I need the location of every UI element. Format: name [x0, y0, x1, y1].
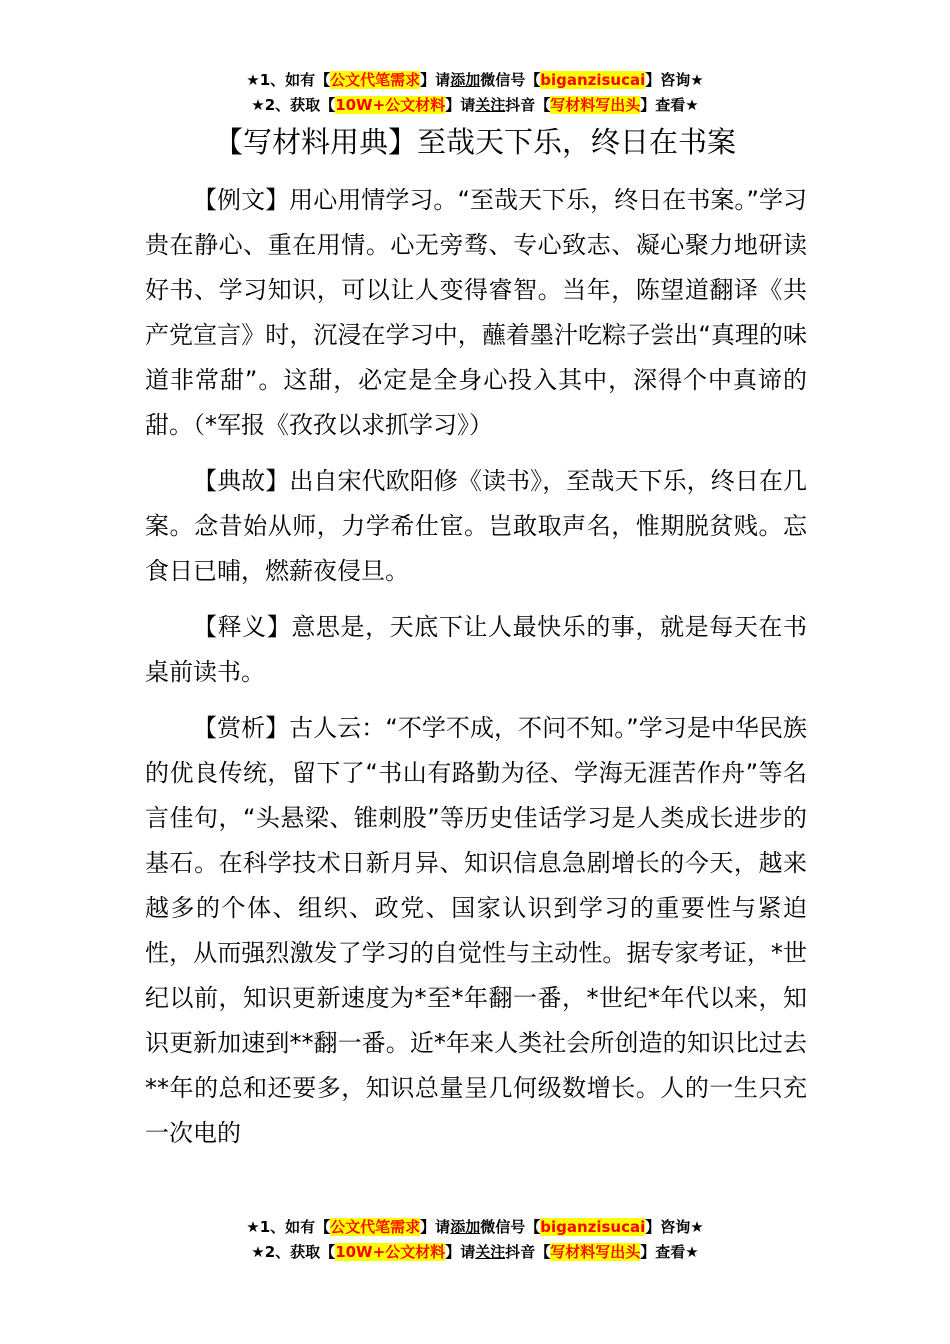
promo-highlight-service: 公文代笔需求 — [330, 1218, 421, 1236]
promo-highlight-wechat: biganzisucai — [540, 1218, 646, 1236]
promo-line-1: ★1、如有【公文代笔需求】请添加微信号【biganzisucai】咨询★ — [246, 71, 704, 89]
promo-highlight-materials: 10W+公文材料 — [335, 96, 446, 114]
promo-highlight-douyin: 写材料写出头 — [550, 1243, 641, 1261]
promo-highlight-service: 公文代笔需求 — [330, 71, 421, 89]
paragraph-meaning: 【释义】意思是，天底下让人最快乐的事，就是每天在书桌前读书。 — [145, 613, 807, 686]
document-title: 【写材料用典】至哉天下乐，终日在书案 — [213, 125, 736, 159]
document-body — [145, 178, 807, 1167]
top-promo-banner — [0, 68, 950, 118]
promo-line-2: ★2、获取【10W+公文材料】请关注抖音【写材料写出头】查看★ — [251, 1243, 699, 1261]
bottom-promo-banner — [0, 1215, 950, 1265]
promo-line-1: ★1、如有【公文代笔需求】请添加微信号【biganzisucai】咨询★ — [246, 1218, 704, 1236]
promo-line-2: ★2、获取【10W+公文材料】请关注抖音【写材料写出头】查看★ — [251, 96, 699, 114]
paragraph-allusion: 【典故】出自宋代欧阳修《读书》，至哉天下乐，终日在几案。念昔始从师，力学希仕宦。岂敢取声名，惟期脱贫贱。忘食日已晡，燃薪夜侵旦。 — [145, 467, 807, 585]
promo-highlight-wechat: biganzisucai — [540, 71, 646, 89]
paragraph-appreciation: 【赏析】古人云：“不学不成，不问不知。”学习是中华民族的优良传统，留下了“书山有路勤为径、学海无涯苦作舟”等名言佳句，“头悬梁、锥刺股”等历史佳话学习是人类成长进步的基石。在科学技术日新月异、知识信息急剧增长的今天，越来越多的个体、组织、政党、国家认识到学习的重要性与紧迫性，从而强烈激发了学习的自觉性与主动性。据专家考证，*世纪以前，知识更新速度为*至*年翻一番，*世纪*年代以来，知识更新加速到**翻一番。近*年来人类社会所创造的知识比过去**年的总和还要多，知识总量呈几何级数增长。人的一生只充一次电的 — [145, 714, 807, 1147]
promo-highlight-douyin: 写材料写出头 — [550, 96, 641, 114]
paragraph-example: 【例文】用心用情学习。“至哉天下乐，终日在书案。”学习贵在静心、重在用情。心无旁骛、专心致志、凝心聚力地研读好书、学习知识，可以让人变得睿智。当年，陈望道翻译《共产党宣言》时，沉浸在学习中，蘸着墨汁吃粽子尝出“真理的味道非常甜”。这甜，必定是全身心投入其中，深得个中真谛的甜。（*军报《孜孜以求抓学习》） — [145, 186, 807, 439]
promo-highlight-materials: 10W+公文材料 — [335, 1243, 446, 1261]
